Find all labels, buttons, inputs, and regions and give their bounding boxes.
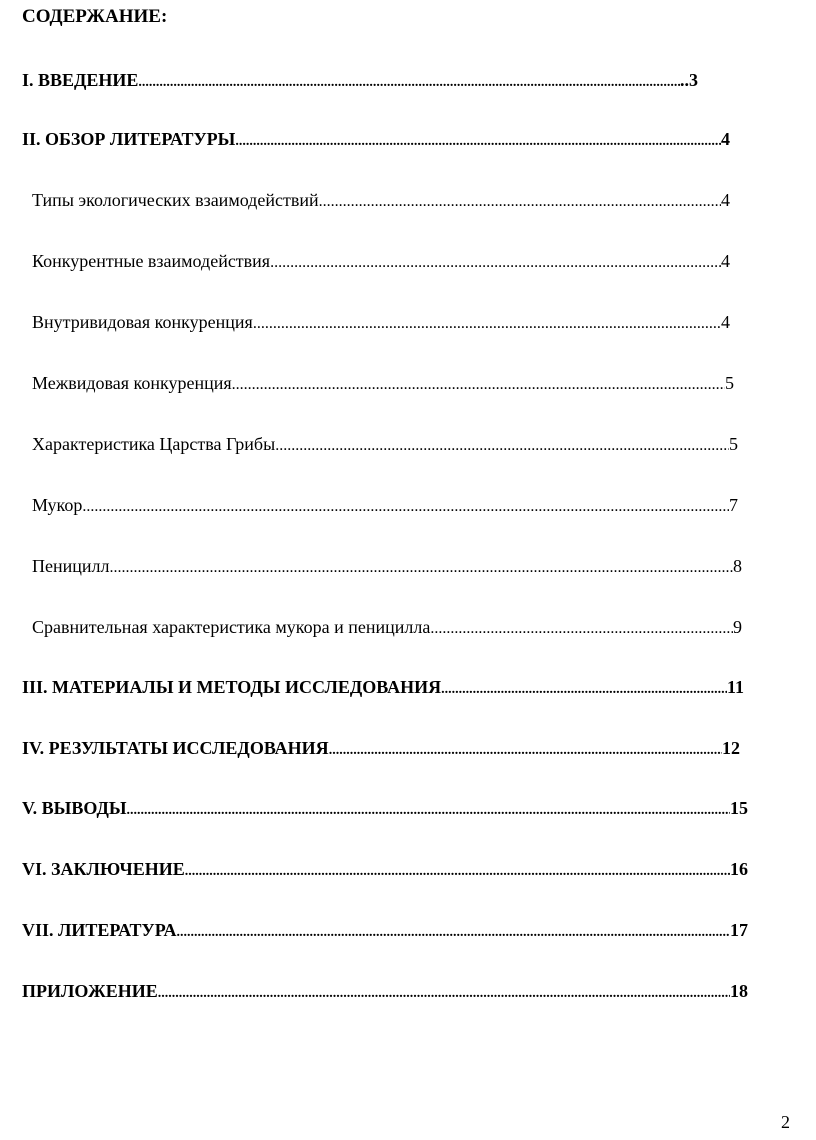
toc-entry-page: 11	[726, 677, 744, 697]
toc-entry-literature-review[interactable]	[22, 129, 730, 150]
toc-entry-page: 18	[730, 981, 748, 1001]
toc-entry-page: 17	[730, 920, 748, 940]
toc-entry-text: Конкурентные взаимодействия	[32, 251, 271, 271]
toc-entry-page: 4	[721, 251, 730, 271]
toc-leader-dots	[319, 193, 721, 211]
toc-entry-text: I. ВВЕДЕНИЕ	[22, 70, 139, 90]
toc-entry-text: Сравнительная характеристика мукора и пеницилла	[32, 617, 431, 637]
toc-entry-fungi-kingdom[interactable]	[32, 434, 738, 455]
toc-entry-materials-methods[interactable]	[22, 677, 744, 698]
toc-entry-competitive-interactions[interactable]	[32, 251, 730, 272]
toc-entry-page: 9	[733, 617, 742, 637]
toc-entry-text: Мукор	[32, 495, 83, 515]
toc-entry-text: Характеристика Царства Грибы	[32, 434, 276, 454]
toc-leader-dots	[275, 437, 729, 455]
toc-entry-text: V. ВЫВОДЫ	[22, 798, 127, 818]
toc-entry-summary[interactable]	[22, 859, 748, 880]
toc-leader-dots	[109, 559, 733, 577]
toc-leader-dots	[253, 315, 721, 333]
toc-entry-results[interactable]	[22, 738, 740, 759]
toc-entry-references[interactable]	[22, 920, 748, 941]
toc-leader-dots	[127, 803, 730, 819]
toc-entry-page: 15	[730, 798, 748, 818]
toc-entry-text: Типы экологических взаимодействий	[32, 190, 319, 210]
toc-leader-dots	[176, 925, 730, 941]
toc-leader-dots	[185, 864, 730, 880]
toc-entry-introduction[interactable]	[22, 70, 698, 91]
toc-entry-mucor[interactable]	[32, 495, 738, 516]
toc-entry-page: 5	[725, 373, 734, 393]
toc-entry-conclusions[interactable]	[22, 798, 748, 819]
toc-leader-dots	[158, 986, 730, 1002]
toc-entry-text: IV. РЕЗУЛЬТАТЫ ИССЛЕДОВАНИЯ	[22, 738, 329, 758]
toc-entry-text: III. МАТЕРИАЛЫ И МЕТОДЫ ИССЛЕДОВАНИЯ	[22, 677, 442, 697]
toc-entry-comparative-characteristics[interactable]	[32, 617, 742, 638]
toc-entry-intraspecific-competition[interactable]	[32, 312, 730, 333]
toc-entry-page: ..3	[680, 70, 698, 90]
toc-leader-dots	[235, 134, 721, 150]
toc-entry-page: 12	[722, 738, 740, 758]
toc-entry-interspecific-competition[interactable]	[32, 373, 734, 394]
toc-entry-appendix[interactable]	[22, 981, 748, 1002]
toc-leader-dots	[82, 498, 729, 516]
toc-entry-page: 4	[721, 190, 730, 210]
toc-entry-text: ПРИЛОЖЕНИЕ	[22, 981, 158, 1001]
toc-leader-dots	[138, 75, 680, 91]
toc-leader-dots	[441, 682, 727, 698]
toc-entry-text: II. ОБЗОР ЛИТЕРАТУРЫ	[22, 129, 236, 149]
toc-leader-dots	[430, 620, 733, 638]
toc-entry-text: Межвидовая конкуренция	[32, 373, 232, 393]
toc-entry-text: VII. ЛИТЕРАТУРА	[22, 920, 177, 940]
page-number: 2	[781, 1112, 790, 1132]
toc-leader-dots	[232, 376, 725, 394]
toc-entry-page: 5	[729, 434, 738, 454]
toc-entry-ecological-interactions[interactable]	[32, 190, 730, 211]
page-title: СОДЕРЖАНИЕ:	[22, 6, 168, 27]
toc-entry-page: 4	[721, 129, 730, 149]
toc-entry-text: VI. ЗАКЛЮЧЕНИЕ	[22, 859, 185, 879]
toc-entry-page: 8	[733, 556, 742, 576]
toc-entry-page: 16	[730, 859, 748, 879]
toc-entry-text: Внутривидовая конкуренция	[32, 312, 253, 332]
toc-leader-dots	[270, 254, 721, 272]
toc-entry-page: 4	[721, 312, 730, 332]
toc-entry-page: 7	[729, 495, 738, 515]
toc-leader-dots	[329, 743, 722, 759]
toc-entry-text: Пеницилл	[32, 556, 110, 576]
toc-entry-penicillium[interactable]	[32, 556, 742, 577]
